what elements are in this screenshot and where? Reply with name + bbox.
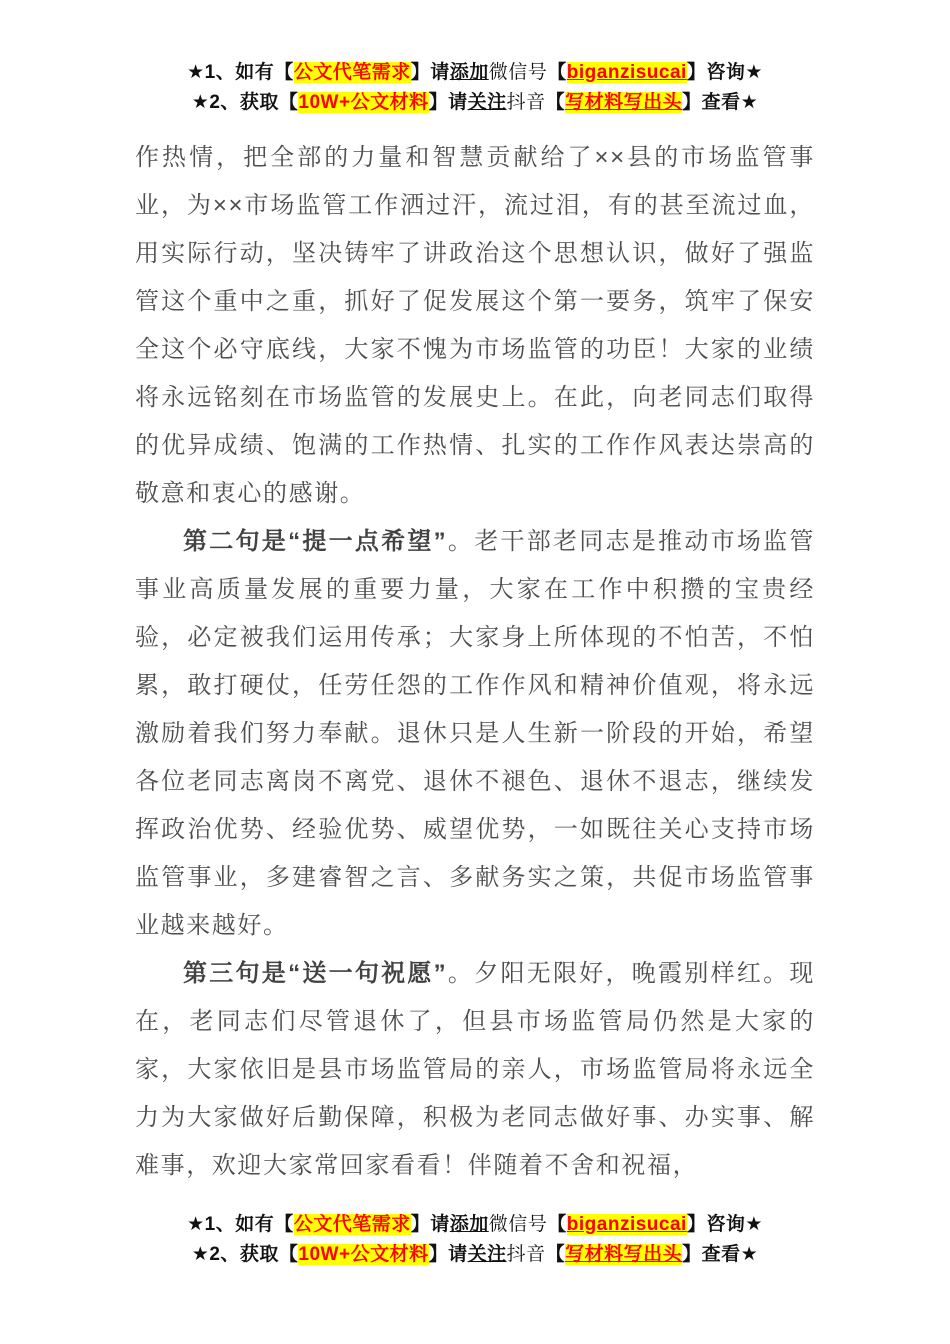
promo-service-highlight: 公文代笔需求 <box>293 62 411 83</box>
promo-top-line-2 <box>0 88 950 118</box>
promo-mid: 】请 <box>410 1214 450 1235</box>
promo-platform-label: 抖音 <box>506 1244 546 1265</box>
paragraph-second-point <box>135 518 815 950</box>
promo-open-bracket: 【 <box>545 1244 566 1265</box>
promo-platform-label: 微信号 <box>488 62 548 83</box>
promo-suffix: 】咨询★ <box>686 62 763 83</box>
promo-service-highlight: 公文代笔需求 <box>293 1214 411 1235</box>
promo-suffix: 】查看★ <box>682 92 759 113</box>
paragraph-third-point <box>135 950 815 1190</box>
paragraph-text: 作热情，把全部的力量和智慧贡献给了××县的市场监管事业，为××市场监管工作洒过汗，流过泪，有的甚至流过血，用实际行动，坚决铸牢了讲政治这个思想认识，做好了强监管这个重中之重，抓好了促发展这个第一要务，筑牢了保安全这个必守底线，大家不愧为市场监管的功臣！大家的业绩将永远铭刻在市场监管的发展史上。在此，向老同志们取得的优异成绩、饱满的工作热情、扎实的工作作风表达崇高的敬意和衷心的感谢。 <box>135 144 815 507</box>
promo-suffix: 】咨询★ <box>686 1214 763 1235</box>
promo-action-underline: 关注 <box>467 92 507 113</box>
promo-account-highlight: biganzisucai <box>566 62 687 83</box>
promo-banner-top <box>0 0 950 118</box>
promo-prefix: ★1、如有【 <box>187 62 294 83</box>
paragraph-lead: 第二句是“提一点希望” <box>183 528 448 555</box>
promo-prefix: ★1、如有【 <box>187 1214 294 1235</box>
document-body <box>135 134 815 1190</box>
promo-platform-label: 微信号 <box>488 1214 548 1235</box>
promo-open-bracket: 【 <box>547 62 567 83</box>
promo-mid: 】请 <box>410 62 450 83</box>
promo-action-underline: 添加 <box>449 1214 489 1235</box>
promo-action-underline: 添加 <box>449 62 489 83</box>
promo-open-bracket: 【 <box>547 1214 567 1235</box>
promo-service-highlight: 10W+公文材料 <box>298 92 429 113</box>
promo-account-highlight: 写材料写出头 <box>565 1244 683 1265</box>
promo-account-highlight: 写材料写出头 <box>565 92 683 113</box>
promo-mid: 】请 <box>428 1244 468 1265</box>
paragraph-lead: 第三句是“送一句祝愿” <box>183 960 448 987</box>
promo-open-bracket: 【 <box>545 92 566 113</box>
promo-top-line-1 <box>0 58 950 88</box>
promo-account-highlight: biganzisucai <box>566 1214 687 1235</box>
paragraph-continuation <box>135 134 815 518</box>
promo-service-highlight: 10W+公文材料 <box>298 1244 429 1265</box>
promo-suffix: 】查看★ <box>682 1244 759 1265</box>
promo-bottom-line-2 <box>0 1240 950 1270</box>
promo-platform-label: 抖音 <box>506 92 546 113</box>
promo-prefix: ★2、获取【 <box>191 92 299 113</box>
promo-prefix: ★2、获取【 <box>191 1244 299 1265</box>
paragraph-text: 。夕阳无限好，晚霞别样红。现在，老同志们尽管退休了，但县市场监管局仍然是大家的家，大家依旧是县市场监管局的亲人，市场监管局将永远全力为大家做好后勤保障，积极为老同志做好事、办实事、解难事，欢迎大家常回家看看！伴随着不舍和祝福， <box>135 960 815 1179</box>
promo-action-underline: 关注 <box>467 1244 507 1265</box>
promo-banner-bottom <box>0 1210 950 1270</box>
promo-bottom-line-1 <box>0 1210 950 1240</box>
paragraph-text: 。老干部老同志是推动市场监管事业高质量发展的重要力量，大家在工作中积攒的宝贵经验，必定被我们运用传承；大家身上所体现的不怕苦，不怕累，敢打硬仗，任劳任怨的工作作风和精神价值观，将永远激励着我们努力奉献。退休只是人生新一阶段的开始，希望各位老同志离岗不离党、退休不褪色、退休不退志，继续发挥政治优势、经验优势、威望优势，一如既往关心支持市场监管事业，多建睿智之言、多献务实之策，共促市场监管事业越来越好。 <box>135 528 815 939</box>
promo-mid: 】请 <box>428 92 468 113</box>
